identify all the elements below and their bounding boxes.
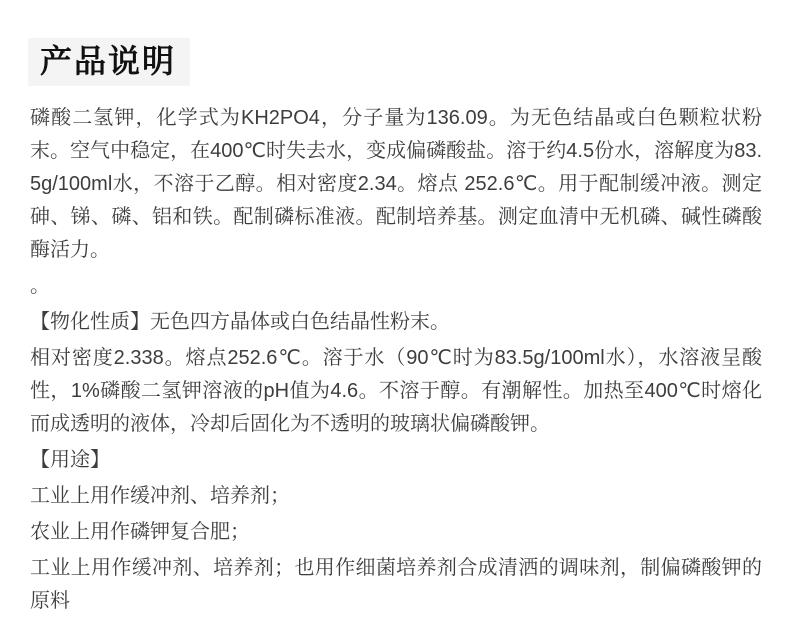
intro-paragraph: 磷酸二氢钾，化学式为KH2PO4，分子量为136.09。为无色结晶或白色颗粒状粉末。空气中稳定，在400℃时失去水，变成偏磷酸盐。溶于约4.5份水，溶解度为83.5g/100ml水，不溶于乙醇。相对密度2.34。熔点 252.6℃。用于配制缓冲液。测定砷、锑、磷、铝和铁。配制磷标准液。配制培养基。测定血清中无机磷、碱性磷酸酶活力。: [30, 107, 762, 261]
physicochemical-heading-line: 【物化性质】无色四方晶体或白色结晶性粉末。: [30, 311, 450, 333]
description-content: [30, 102, 762, 621]
usage-agricultural-line: 农业上用作磷钾复合肥；: [30, 521, 250, 543]
usage-heading: 【用途】: [30, 449, 110, 471]
usage-industrial-detail-line: 工业上用作缓冲剂、培养剂；也用作细菌培养剂合成清洒的调味剂，制偏磷酸钾的原料: [30, 557, 762, 612]
section-title-block: [28, 38, 190, 86]
usage-industrial-line: 工业上用作缓冲剂、培养剂；: [30, 485, 290, 507]
page-title: 产品说明: [40, 43, 177, 79]
stray-period-line: 。: [30, 275, 50, 297]
physicochemical-paragraph: 相对密度2.338。熔点252.6℃。溶于水（90℃时为83.5g/100ml水），水溶液呈酸性，1%磷酸二氢钾溶液的pH值为4.6。不溶于醇。有潮解性。加热至400℃时熔化而成透明的液体，冷却后固化为不透明的玻璃状偏磷酸钾。: [30, 347, 762, 435]
